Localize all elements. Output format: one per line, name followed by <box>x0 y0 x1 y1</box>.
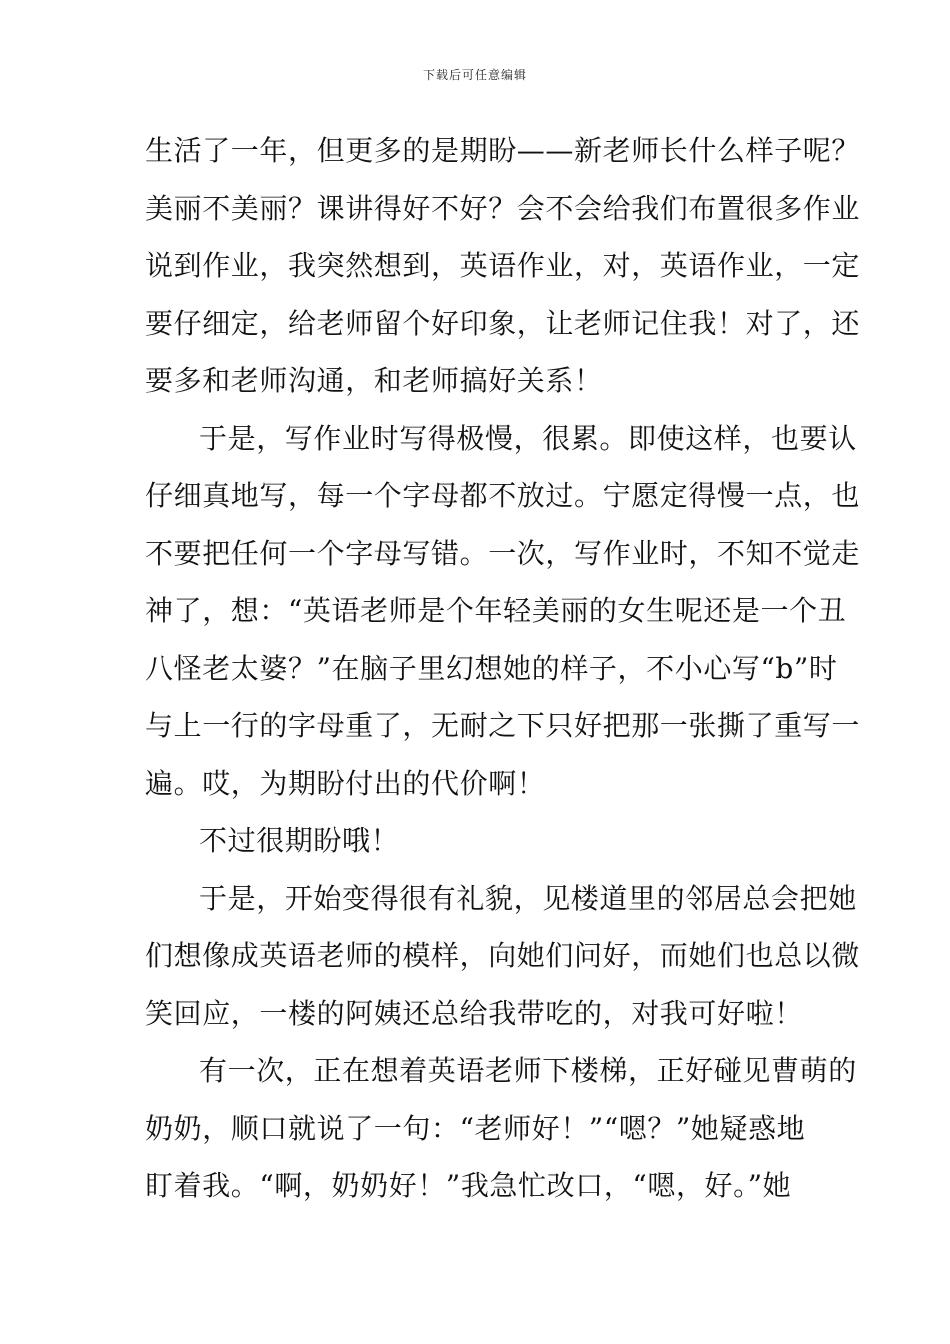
text-line: 遍。哎，为期盼付出的代价啊！ <box>145 766 546 800</box>
text-line: 生活了一年，但更多的是期盼——新老师长什么样子呢？ <box>145 134 861 167</box>
paragraph-first-line: 不过很期盼哦！ <box>199 824 400 857</box>
text-line: 要仔细定，给老师留个好印象，让老师记住我！对了，还 <box>145 306 861 340</box>
text-line: 美丽不美丽？课讲得好不好？会不会给我们布置很多作业 <box>145 191 861 225</box>
document-body <box>145 122 861 1215</box>
text-line: 与上一行的字母重了，无耐之下只好把那一张撕了重写一 <box>145 709 861 742</box>
text-line: 们想像成英语老师的模样，向她们问好，而她们也总以微 <box>145 939 861 972</box>
text-line: 不要把任何一个字母写错。一次，写作业时，不知不觉走 <box>145 536 861 570</box>
text-line: 盯着我。“啊，奶奶好！”我急忙改口，“嗯，好。”她 <box>145 1169 792 1202</box>
text-line: 仔细真地写，每一个字母都不放过。宁愿定得慢一点，也 <box>145 479 861 512</box>
text-line: 说到作业，我突然想到，英语作业，对，英语作业，一定 <box>145 249 861 282</box>
text-line: 要多和老师沟通，和老师搞好关系！ <box>145 364 603 397</box>
paragraph-first-line: 于是，写作业时写得极慢，很累。即使这样，也要认 <box>199 421 857 455</box>
page-header: 下载后可任意编辑 <box>422 68 527 82</box>
paragraph-first-line: 于是，开始变得很有礼貌，见楼道里的邻居总会把她 <box>199 881 857 915</box>
text-line: 八怪老太婆？”在脑子里幻想她的样子，不小心写“b”时 <box>145 651 838 685</box>
text-line: 奶奶，顺口就说了一句：“老师好！”“嗯？”她疑惑地 <box>145 1111 806 1145</box>
text-line: 神了，想：“英语老师是个年轻美丽的女生呢还是一个丑 <box>145 594 847 627</box>
text-line: 笑回应，一楼的阿姨还总给我带吃的，对我可好啦！ <box>145 996 803 1030</box>
paragraph-first-line: 有一次，正在想着英语老师下楼梯，正好碰见曹萌的 <box>199 1054 857 1087</box>
